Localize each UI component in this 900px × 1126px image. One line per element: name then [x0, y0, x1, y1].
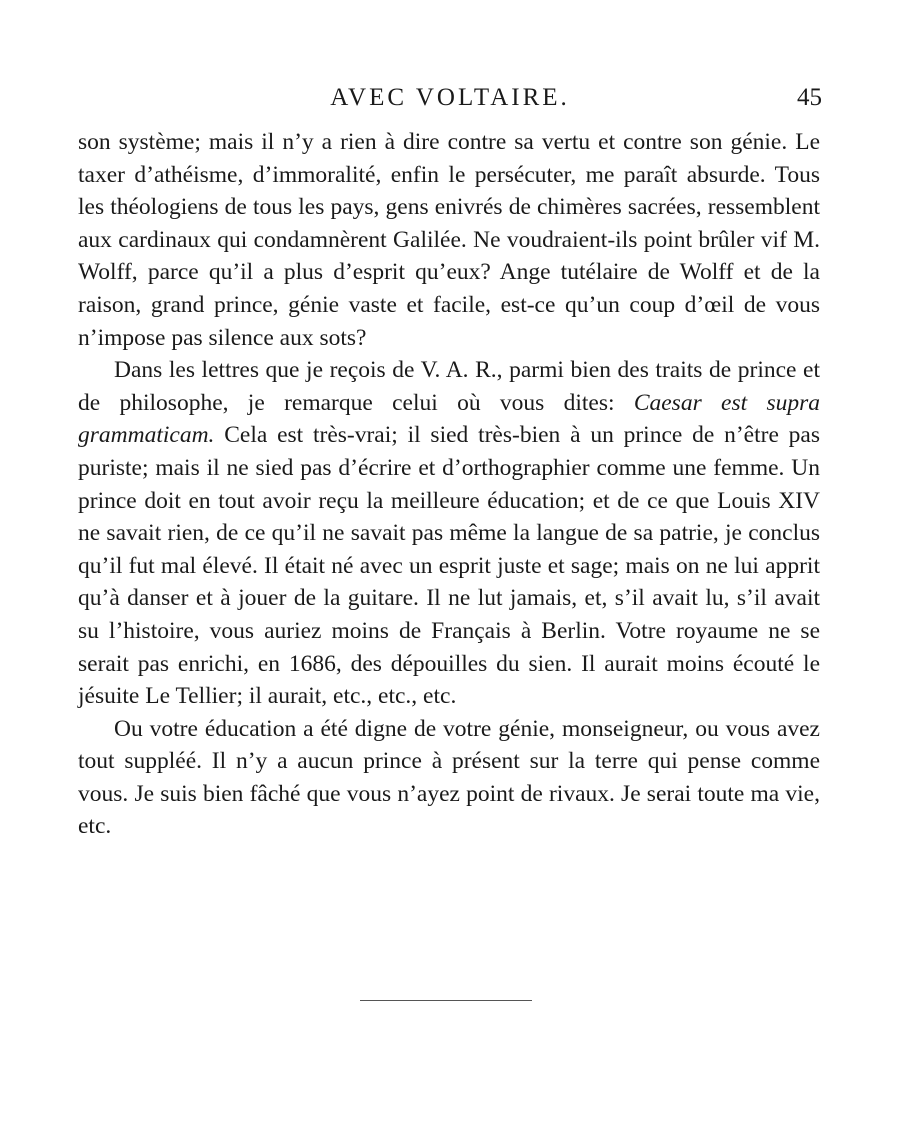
- end-rule: [360, 1000, 532, 1001]
- paragraph-letters: [78, 354, 820, 713]
- body-text: [78, 126, 820, 843]
- page-number: 45: [797, 84, 822, 111]
- running-head: [0, 80, 900, 116]
- paragraph-closing: Ou votre éducation a été digne de votre génie, monseigneur, ou vous avez tout suppléé. Il n’y a aucun prince à présent sur la terre qui pense comme vous. Je suis bien fâché que vous n’ayez point de rivaux. Je serai toute ma vie, etc.: [78, 715, 820, 840]
- paragraph-text: Dans les lettres que je reçois de V. A. R., parmi bien des traits de prince et de philosophe, je remarque celui où vous dites:: [78, 357, 820, 416]
- running-title: AVEC VOLTAIRE.: [330, 84, 570, 111]
- paragraph-continued: son système; mais il n’y a rien à dire contre sa vertu et contre son génie. Le taxer d’athéisme, d’immoralité, enfin le persécuter, me paraît absurde. Tous les théologiens de tous les pays, gens enivrés de chimères sacrées, ressemblent aux cardinaux qui condamnèrent Galilée. Ne voudraient-ils point brûler vif M. Wolff, parce qu’il a plus d’esprit qu’eux? Ange tutélaire de Wolff et de la raison, grand prince, génie vaste et facile, est-ce qu’un coup d’œil de vous n’impose pas silence aux sots?: [78, 129, 820, 351]
- paragraph-text: Cela est très-vrai; il sied très-bien à un prince de n’être pas puriste; mais il ne sied pas d’écrire et d’orthographier comme une femme. Un prince doit en tout avoir reçu la meilleure éducation; et de ce que Louis XIV ne savait rien, de ce qu’il ne savait pas même la langue de sa patrie, je conclus qu’il fut mal élevé. Il était né avec un esprit juste et sage; mais on ne lui apprit qu’à danser et à jouer de la guitare. Il ne lut jamais, et, s’il avait lu, s’il avait su l’histoire, vous auriez moins de Français à Berlin. Votre royaume ne se serait pas enrichi, en 1686, des dépouilles du sien. Il aurait moins écouté le jésuite Le Tellier; il aurait, etc., etc., etc.: [78, 422, 820, 710]
- latin-quotation: Caesar est supra grammaticam.: [78, 389, 820, 449]
